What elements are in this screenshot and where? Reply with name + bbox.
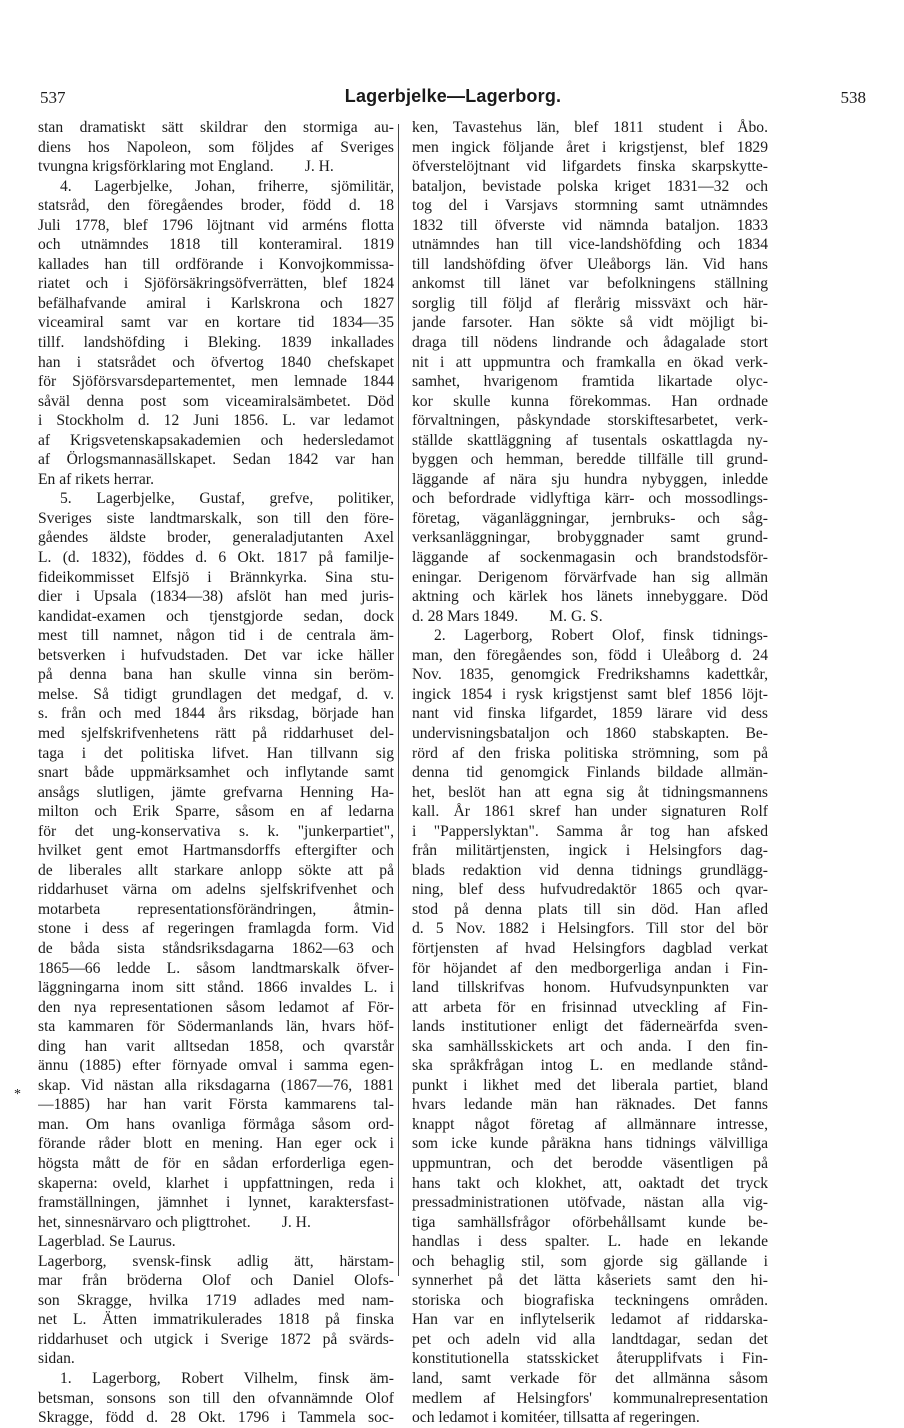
- text-line: läggande af sockenmagasin och brandstodsför-: [412, 549, 768, 567]
- text-line: stod på denna plats till sin död. Han afled: [412, 900, 768, 918]
- text-line: pet och adeln vid alla landtdagar, sedan det: [412, 1330, 768, 1348]
- text-line: kor skulle kunna förekommas. Han ordnade: [412, 392, 768, 410]
- text-line: Sveriges siste landtmarskalk, son till den före-: [38, 509, 394, 527]
- text-line: ingick 1854 i rysk krigstjenst samt blef 1856 löjt-: [412, 685, 768, 703]
- text-line: för höjandet af den medborgerliga andan i Fin-: [412, 959, 768, 977]
- text-line: man, den föregåendes son, född i Uleåborg d. 24: [412, 646, 768, 664]
- text-line: sidan.: [38, 1350, 75, 1368]
- text-line: viceamiral samt var en kortare tid 1834—35: [38, 314, 394, 332]
- text-line: storiska och biografiska teckningens områden.: [412, 1291, 768, 1309]
- text-line: från militärtjensten, ingick i Helsingfors dag-: [412, 842, 768, 860]
- page-number-left: 537: [40, 88, 66, 107]
- text-line: på denna bana han skulle vinna sin beröm-: [38, 666, 394, 684]
- text-line: bataljon, bevistade polska kriget 1831—32 och: [412, 177, 768, 195]
- text-line: net L. Ätten immatrikulerades 1818 på finska: [38, 1311, 394, 1329]
- text-line: Juli 1778, blef 1796 löjtnant vid arméns flotta: [38, 216, 394, 234]
- text-line: diens hos Napoleon, som följdes af Sveriges: [38, 138, 394, 156]
- text-line: tvungna krigsförklaring mot England. J. H.: [38, 158, 334, 176]
- text-line: öfverstelöjtnant vid lifgardets finska skarpskytte-: [412, 158, 768, 176]
- text-line: tog del i Varsjavs stormning samt utnämndes: [412, 197, 768, 215]
- text-line: de båda sista ståndsriksdagarna 1862—63 och: [38, 939, 394, 957]
- text-line: han i statsrådet och öfvertog 1840 chefskapet: [38, 353, 394, 371]
- text-line: sorglig till följd af flerårig missväxt och här-: [412, 294, 768, 312]
- text-line: ansågs slutligen, jämte grefvarna Henning Ha-: [38, 783, 394, 801]
- text-line: undervisningsbataljon och 1860 stabskapten. Be-: [412, 724, 768, 742]
- text-line: ding han varit alltsedan 1858, och qvarstår: [38, 1037, 394, 1055]
- text-line: En af rikets herrar.: [38, 470, 155, 488]
- text-line: pressadministrationen utöfvade, nästan alla vig-: [412, 1194, 768, 1212]
- text-line: uppmuntran, och det berodde väsentligen på: [412, 1154, 768, 1172]
- page-number-right: 538: [840, 88, 866, 107]
- text-line: ken, Tavastehus län, blef 1811 student i Åbo.: [412, 119, 768, 136]
- text-line: tiga samhällsfrågor oförbehållsamt kunde be-: [412, 1213, 768, 1231]
- text-line: gåendes äldste broder, generaladjutanten Axel: [38, 529, 394, 547]
- text-line: knappt något företag af allmännare intresse,: [412, 1115, 768, 1133]
- margin-mark: *: [14, 1087, 21, 1102]
- left-column: [38, 118, 394, 1428]
- text-line: nit i att uppmuntra och framkalla en ökad verk-: [412, 353, 768, 371]
- text-line: aktning och kärlek hos länets innebyggare. Död: [412, 588, 768, 606]
- running-title: Lagerbjelke—Lagerborg.: [344, 86, 562, 106]
- text-line: utnämndes han till vice-landshöfding och 1834: [412, 236, 768, 254]
- text-line: 5. Lagerbjelke, Gustaf, grefve, politiker,: [60, 490, 394, 508]
- text-line: —1885) har han varit Första kammarens tal-: [38, 1096, 394, 1114]
- text-line: förvaltningen, påskyndade storskiftesarbetet, verk-: [412, 412, 768, 430]
- text-line: högsta mått de för en sådan erforderliga egen-: [38, 1154, 394, 1172]
- text-line: synnerhet på det lätta kåseriets samt den hi-: [412, 1272, 768, 1290]
- text-line: ställde skattläggning af tusentals oskattlagda ny-: [412, 431, 768, 449]
- text-line: i "Papperslyktan". Samma år tog han afsked: [412, 822, 768, 840]
- text-line: het, sinnesnärvaro och pligttrohet. J. H.: [38, 1213, 311, 1231]
- text-line: att arbeta för en frisinnad utveckling af Fin-: [412, 998, 768, 1016]
- text-line: eningar. Derigenom förvärfvade han sig allmän: [412, 568, 768, 586]
- text-line: stone i dess af regeringen framlagda form. Vid: [38, 920, 394, 938]
- text-line: hvars ledande män han räknades. Det fanns: [412, 1096, 768, 1114]
- text-line: draga till nödens lindrande och ådagalade stort: [412, 334, 768, 352]
- text-line: den nya representationen såsom ledamot af För-: [38, 998, 394, 1016]
- text-line: het, beslöt han att egna sig åt tidningsmannens: [412, 783, 768, 801]
- text-line: de liberales allt starkare anlopp sökte att på: [38, 861, 394, 879]
- right-column: [412, 118, 768, 1428]
- text-line: till landshöfding öfver Uleåborgs län. Vid hans: [412, 255, 768, 273]
- text-line: d. 28 Mars 1849. M. G. S.: [412, 607, 603, 625]
- text-line: Skragge, född d. 28 Okt. 1796 i Tammela soc-: [38, 1409, 394, 1427]
- text-line: tillf. landshöfding i Bleking. 1839 inkallades: [38, 334, 394, 352]
- text-line: men ingick följande året i krigstjenst, blef 1829: [412, 138, 768, 156]
- text-line: betsman, sonsons son till den ofvannämnde Olof: [38, 1389, 394, 1407]
- text-line: mar från bröderna Olof och Daniel Olofs-: [38, 1272, 394, 1290]
- text-line: blads redaktion vid denna tidnings grundlägg-: [412, 861, 768, 879]
- text-line: 2. Lagerborg, Robert Olof, finsk tidnings-: [434, 627, 768, 645]
- text-line: byggen och hemman, beredde tillfälle till grund-: [412, 451, 768, 469]
- text-line: rörd af den friska politiska strömning, som på: [412, 744, 768, 762]
- text-line: mest till namnet, någon tid i de centrala äm-: [38, 627, 394, 645]
- text-line: 1865—66 ledde L. såsom landtmarskalk öfver-: [38, 959, 394, 977]
- page-header: [40, 86, 866, 112]
- text-line: d. 5 Nov. 1882 i Helsingfors. Till stor del bör: [412, 920, 768, 938]
- text-line: Han var en inflytelserik ledamot af riddarska-: [412, 1311, 768, 1329]
- text-line: snart både uppmärksamhet och inflytande samt: [38, 764, 394, 782]
- text-line: företag, väganläggningar, jernbruks- och såg-: [412, 509, 768, 527]
- text-line: dier i Upsala (1834—38) afslöt han med juris-: [38, 588, 394, 606]
- text-line: riddarhuset värna om adelns sjelfskrifvenhet och: [38, 881, 394, 899]
- text-line: betsverken i hufvudstaden. Det var icke häller: [38, 646, 394, 664]
- text-line: för det ung-konservativa s. k. "junkerpartiet",: [38, 822, 394, 840]
- text-line: kallades han till ordförande i Konvojkommissa-: [38, 255, 394, 273]
- text-line: taga i det politiska lifvet. Han tillvann sig: [38, 744, 394, 762]
- text-line: land, samt verkade för det allmänna såsom: [412, 1370, 768, 1387]
- text-line: nant vid finska lifgardet, 1859 lärare vid dess: [412, 705, 768, 723]
- text-line: ännu (1885) efter förnyade omval i samma egen-: [38, 1057, 394, 1075]
- text-line: af Örlogsmannasällskapet. Sedan 1842 var han: [38, 451, 394, 469]
- text-line: 1. Lagerborg, Robert Vilhelm, finsk äm-: [60, 1370, 394, 1387]
- text-line: samhet, hvarigenom framtida likartade olyc-: [412, 373, 768, 391]
- text-line: sta kammaren för Södermanlands län, hvars höf-: [38, 1018, 394, 1036]
- text-line: Lagerborg, svensk-finsk adlig ätt, härstam-: [38, 1252, 394, 1270]
- text-line: skap. Vid nästan alla riksdagarna (1867—76, 1881: [38, 1076, 394, 1094]
- text-line: kandidat-examen och tjenstgjorde sedan, dock: [38, 607, 394, 625]
- text-line: ankomst till länet var befolkningens ställning: [412, 275, 768, 293]
- text-line: stan dramatiskt sätt skildrar den stormiga au-: [38, 119, 394, 136]
- text-line: kall. År 1861 skref han under signaturen Rolf: [412, 803, 768, 821]
- text-line: 1832 till öfverste vid nämnda bataljon. 1833: [412, 216, 768, 234]
- text-line: handlas i dess spalter. L. hade en lekande: [412, 1233, 768, 1251]
- text-line: ska språkfrågan intog L. en medlande stånd-: [412, 1057, 768, 1075]
- text-line: s. från och med 1844 års riksdag, började han: [38, 705, 394, 723]
- text-line: i Stockholm d. 12 Juni 1856. L. var ledamot: [38, 412, 394, 430]
- text-line: son Skragge, hvilka 1719 adlades med nam-: [38, 1291, 394, 1309]
- text-line: konstitutionella statsskicket återupplifvats i Fin-: [412, 1350, 768, 1368]
- text-line: riatet och i Sjöförsäkringsöfverrätten, blef 1824: [38, 275, 394, 293]
- text-line: skaperna: oveld, klarhet i uppfattningen, reda i: [38, 1174, 394, 1192]
- text-line: motarbeta representationsförändringen, åtmin-: [38, 900, 394, 918]
- text-line: och befordrade vidlyftiga kärr- och mossodlings-: [412, 490, 768, 508]
- text-line: medlem af Helsingfors' kommunalrepresentation: [412, 1389, 768, 1407]
- text-line: läggningarna inom sitt stånd. 1866 invaldes L. i: [38, 979, 394, 997]
- text-line: af Krigsvetenskapsakademien och hedersledamot: [38, 431, 394, 449]
- text-line: 4. Lagerbjelke, Johan, friherre, sjömilitär,: [60, 177, 394, 195]
- text-line: statsråd, den föregåendes broder, född d. 18: [38, 197, 394, 215]
- text-line: befälhafvande amiral i Karlskrona och 1827: [38, 294, 394, 312]
- text-line: läggande af nära sju hundra nybyggen, inledde: [412, 470, 768, 488]
- text-line: såväl denna post som viceamiralsämbetet. Död: [38, 392, 394, 410]
- text-line: L. (d. 1832), föddes d. 6 Okt. 1817 på familje-: [38, 549, 394, 567]
- text-line: förtjensten af hvad Helsingfors dagblad verkat: [412, 939, 768, 957]
- text-line: och utnämndes 1818 till konteramiral. 1819: [38, 236, 394, 254]
- text-line: hans takt och klokhet, att, oaktadt det tryck: [412, 1174, 768, 1192]
- text-line: som icke kunde påräkna hans tidnings välvilliga: [412, 1135, 768, 1153]
- text-line: fideikommisset Elfsjö i Brännkyrka. Sina stu-: [38, 568, 394, 586]
- text-line: hvilket gent emot Hartmansdorffs eftergifter och: [38, 842, 394, 860]
- text-line: land tillskrifvas honom. Hufvudsynpunkten var: [412, 979, 768, 997]
- text-line: ska samhällsskickets art och anda. I den fin-: [412, 1037, 768, 1055]
- column-divider: [398, 124, 399, 1276]
- text-line: denna tid genomgick Finlands bildade allmän-: [412, 764, 768, 782]
- text-line: och behaglig stil, som gjorde sig gällande i: [412, 1252, 768, 1270]
- text-line: lands institutioner enligt det fäderneärfda sven-: [412, 1018, 768, 1036]
- text-line: milton och Erik Sparre, såsom en af ledarna: [38, 803, 394, 821]
- text-line: och ledamot i komitéer, tillsatta af regeringen.: [412, 1409, 700, 1427]
- text-line: med sjelfskrifvenhetens rätt på riddarhuset del-: [38, 724, 394, 742]
- text-line: melse. Så tidigt grundlagen det medgaf, d. v.: [38, 685, 394, 703]
- text-line: framställningen, jämnhet i lynnet, karaktersfast-: [38, 1194, 394, 1212]
- text-line: förande råder blott en mening. Han eger ock i: [38, 1135, 394, 1153]
- text-line: Lagerblad. Se Laurus.: [38, 1233, 176, 1251]
- text-line: punkt i likhet med det liberala partiet, bland: [412, 1076, 768, 1094]
- text-line: ning, blef dess hufvudredaktör 1865 och qvar-: [412, 881, 768, 899]
- text-line: jande farsoter. Han sökte så vidt möjligt bi-: [412, 314, 768, 332]
- text-line: riddarhuset och utgick i Sverige 1872 på svärds-: [38, 1330, 394, 1348]
- text-line: Nov. 1835, genomgick Fredrikshamns kadettkår,: [412, 666, 768, 684]
- text-line: man. Om hans ovanliga förmåga såsom ord-: [38, 1115, 394, 1133]
- text-line: för Sjöförsvarsdepartementet, men lemnade 1844: [38, 373, 394, 391]
- text-line: verksanläggningar, brobyggnader samt grund-: [412, 529, 768, 547]
